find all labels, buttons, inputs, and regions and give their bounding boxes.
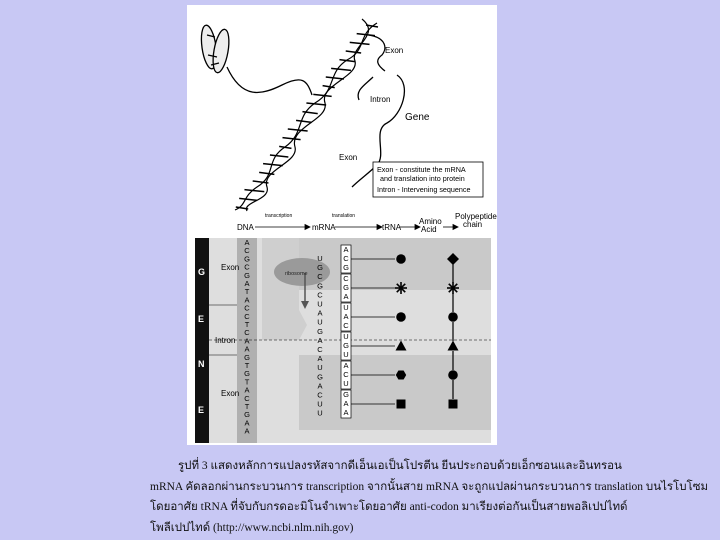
ribosome-label: ribosome [285,271,308,277]
caption-line-1: รูปที่ 3 แสดงหลักการแปลงรหัสจากดีเอ็นเอเป็นโปรตีน ยีนประกอบด้วยเอ็กซอนและอินทรอน [178,460,622,472]
helix-rungs [236,25,378,209]
trna-base: A [343,245,349,254]
flow-mrna: mRNA [312,223,336,232]
exon-region-label-top: Exon [221,263,240,272]
peptide-unit-icon [448,370,458,380]
dna-base: T [244,402,250,411]
amino-acid-icon [396,254,406,264]
exon-region-label-bottom: Exon [221,389,240,398]
legend-line-3: Intron - Intervening sequence [377,185,471,194]
trna-base: C [343,254,349,263]
dna-base: C [244,311,250,321]
mrna-base: C [317,390,323,400]
dna-base: C [244,246,250,256]
dna-base: T [244,361,250,370]
trna-base: G [343,341,349,350]
flow-transcription: transcription [265,213,293,219]
peptide-unit-icon [448,312,458,322]
mrna-base: U [317,408,323,418]
dna-base: C [244,328,250,338]
trna-base: A [343,399,349,408]
trna-base: G [343,263,349,272]
intron-region-label: Intron [215,336,236,345]
trna-base: A [343,312,349,321]
dna-base: A [244,385,250,395]
amino-acid-icon [396,312,406,322]
flow-polypeptide-2: chain [463,220,483,229]
flow-translation: translation [332,213,356,219]
legend-line-2: and translation into protein [380,174,465,183]
mrna-base: G [317,372,323,382]
mrna-base: A [317,381,323,391]
trna-base: U [343,350,349,359]
figure-panel [187,5,497,445]
mrna-base: C [317,345,323,354]
gene-letter: E [198,405,205,415]
mrna-base: U [317,254,323,263]
chromosome-icon [199,24,312,95]
trna-base: A [343,292,349,301]
gene-letter: E [198,314,205,324]
legend-box [373,162,483,197]
mrna-base: A [317,354,323,364]
caption-line-3: โดยอาศัย tRNA ที่จับกับกรดอะมิโนจำเพาะโดยอาศัย anti-codon มาเรียงต่อกันเป็นสายพอลิเปปไทด์ [150,501,628,513]
dna-base: C [244,393,250,403]
dna-base: T [244,287,250,297]
trna-base: G [343,283,349,292]
dna-base: A [244,418,250,428]
dna-base: G [244,369,250,379]
peptide-unit-icon [447,282,459,294]
intron-label-top: Intron [370,95,391,104]
mrna-base: A [317,308,323,318]
dna-base: C [244,303,250,313]
dna-base: G [244,254,250,264]
dna-base: A [244,238,250,247]
gene-letter: G [198,267,206,277]
exon-label-top: Exon [385,46,404,55]
dna-base: A [244,426,250,436]
flow-dna: DNA [237,223,254,232]
mrna-base: U [317,317,323,327]
mrna-base: C [317,290,323,300]
dna-base: A [244,344,250,354]
mrna-base: C [317,272,323,282]
flow-header [237,212,497,234]
dna-base: G [244,352,250,362]
dna-base: T [244,377,250,387]
dna-base: A [244,279,250,288]
caption-line-4: โพลีเปปไทด์ (http://www.ncbi.nlm.nih.gov) [150,521,354,534]
flow-amino-1: Amino [419,217,442,226]
gene-letter: N [198,359,205,369]
mrna-base: G [317,263,323,273]
trna-base: C [343,274,349,283]
gene-label: Gene [405,112,430,123]
trna-base: A [343,408,349,417]
mrna-base: U [317,399,323,409]
caption-line-2: mRNA คัดลอกผ่านกระบวนการ transcription จากนั้นสาย mRNA จะถูกแปลผ่านกระบวนการ translation บนไรโบโซม [150,480,709,493]
flow-trna: tRNA [382,223,402,232]
dna-base: G [244,410,250,420]
trna-base: C [343,321,349,330]
mrna-base: G [317,326,323,336]
amino-acid-icon [397,400,406,409]
gene-expression-diagram [187,5,497,445]
legend-line-1: Exon - constitute the mRNA [377,165,466,174]
exon-label-mid: Exon [339,153,358,162]
amino-acid-icon [395,282,407,294]
peptide-unit-icon [449,400,458,409]
mrna-base: U [317,299,323,309]
mrna-sequence [317,254,323,418]
trna-base: G [343,390,349,399]
dna-base: C [244,262,250,272]
flow-amino-2: Acid [421,225,437,234]
dna-base: G [244,270,250,280]
dna-base: T [244,320,250,329]
dna-base: A [244,295,250,305]
mrna-base: G [317,281,323,291]
dna-base: A [244,336,250,346]
trna-base: U [343,379,349,388]
trna-base: A [343,361,349,370]
trna-base: C [343,370,349,379]
trna-base: U [343,332,349,341]
figure-caption [150,456,709,538]
mrna-base: U [317,363,323,373]
flow-polypeptide-1: Polypeptide [455,212,497,221]
mrna-base: A [317,335,323,345]
trna-base: U [343,303,349,312]
